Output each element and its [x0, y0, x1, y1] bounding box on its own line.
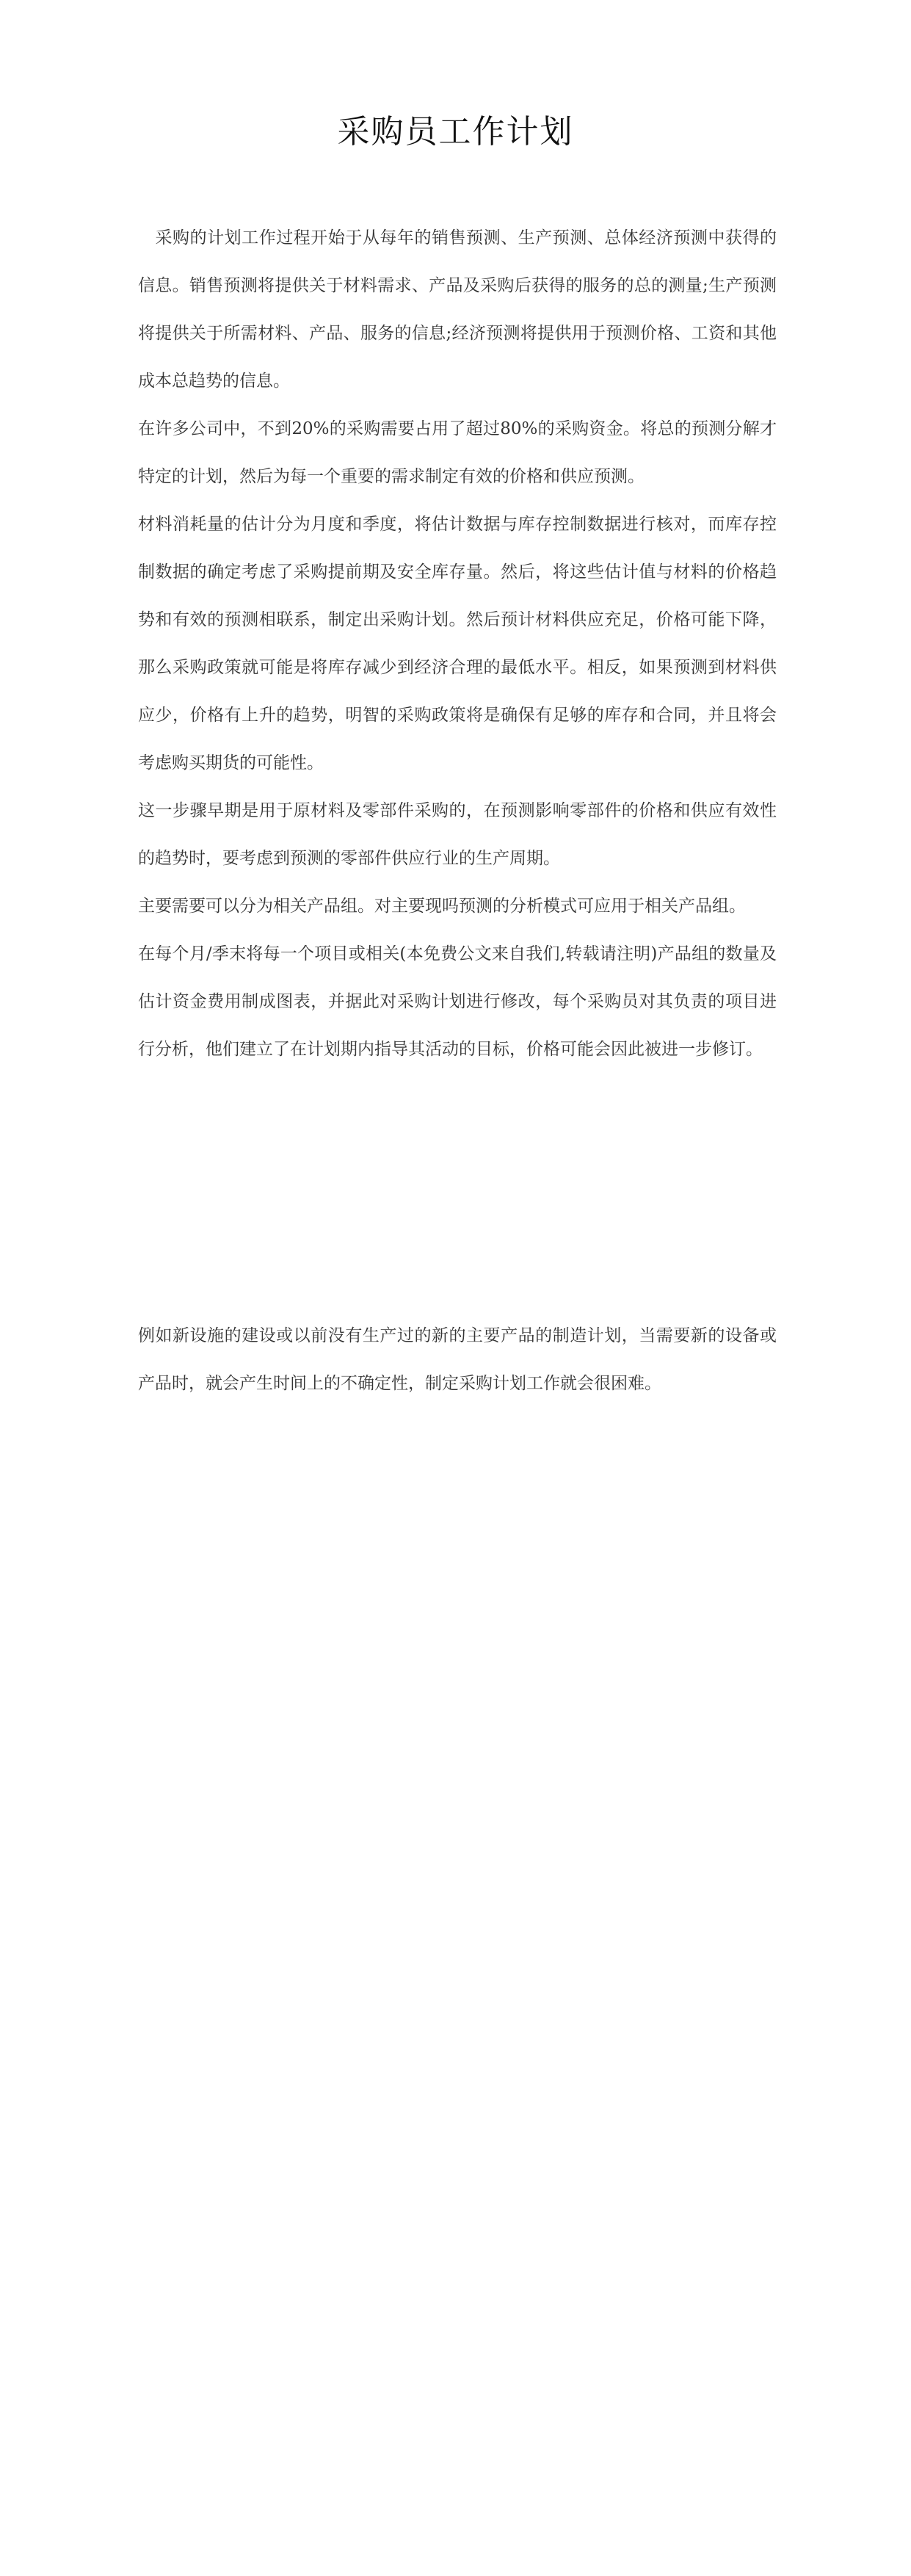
- paragraph-forecast-sources: 采购的计划工作过程开始于从每年的销售预测、生产预测、总体经济预测中获得的信息。销售预测将提供关于材料需求、产品及采购后获得的服务的总的测量;生产预测将提供关于所需材料、产品、服务的信息;经济预测将提供用于预测价格、工资和其他成本总趋势的信息。: [138, 228, 777, 391]
- paragraph-pareto-spend: 在许多公司中，不到20%的采购需要占用了超过80%的采购资金。将总的预测分解才特定的计划，然后为每一个重要的需求制定有效的价格和供应预测。: [138, 419, 777, 486]
- blank-gap: [138, 1074, 777, 1312]
- paragraph-new-facilities: 例如新设施的建设或以前没有生产过的新的主要产品的制造计划，当需要新的设备或产品时，就会产生时间上的不确定性，制定采购计划工作就会很困难。: [138, 1326, 777, 1393]
- page-title: 采购员工作计划: [337, 113, 574, 151]
- paragraph-product-groups: 主要需要可以分为相关产品组。对主要现吗预测的分析模式可应用于相关产品组。: [138, 897, 746, 916]
- paragraph-consumption-estimates: 材料消耗量的估计分为月度和季度，将估计数据与库存控制数据进行核对，而库存控制数据的确定考虑了采购提前期及安全库存量。然后，将这些估计值与材料的价格趋势和有效的预测相联系，制定出采购计划。然后预计材料供应充足，价格可能下降，那么采购政策就可能是将库存减少到经济合理的最低水平。相反，如果预测到材料供应少，价格有上升的趋势，明智的采购政策将是确保有足够的库存和合同，并且将会考虑购买期货的可能性。: [138, 515, 777, 773]
- document-body: [138, 214, 777, 1408]
- paragraph-components-cycle: 这一步骤早期是用于原材料及零部件采购的，在预测影响零部件的价格和供应有效性的趋势时，要考虑到预测的零部件供应行业的生产周期。: [138, 801, 777, 868]
- paragraph-periodic-review: 在每个月/季末将每一个项目或相关(本免费公文来自我们,转载请注明)产品组的数量及估计资金费用制成图表，并据此对采购计划进行修改，每个采购员对其负责的项目进行分析，他们建立了在计划期内指导其活动的目标，价格可能会因此被进一步修订。: [138, 944, 777, 1059]
